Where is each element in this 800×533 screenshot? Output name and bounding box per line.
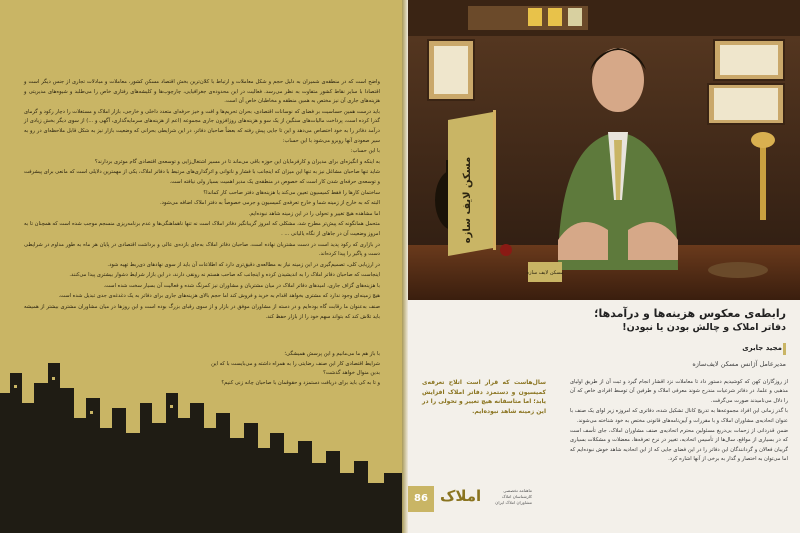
article-title-block <box>426 306 786 335</box>
left-paragraph: با هزینه‌های گزاف جاری، امیدهای دفاتر املاک در میان مشتریان و مشاوران نیز کمرنگ شده و فعالیت آن بسیار سخت شده است. <box>103 282 380 289</box>
article-subtitle: دفاتر املاک و چالش بودن یا نبودن! <box>622 322 786 333</box>
tagline-line: کارشناسان املاک <box>501 494 532 499</box>
author-name: مجید جابری <box>742 344 782 352</box>
magazine-tagline <box>472 488 532 506</box>
left-paragraph: هیچ زمینه‌ای وجود ندارد که مشتری بخواهد اقدام به خرید و فروش کند اما حجم بالای هزینه‌های جاری برای دفاتر به یک دغدغه‌ی جدی تبدیل شده است. <box>58 293 380 300</box>
left-paragraph: اینجاست که صاحبان دفاتر املاک را به اندیشیدن کرده و اینجانب که صاحب هستم نه رونقی دارند، در این بازار شرایط دشوار بیشتری پیدا می‌کنند. <box>69 272 380 279</box>
left-paragraph: شاید تنها صاحبان مشاغل نیز به تنها این میزان که اینجانب با فشار و ناتوانی و اثرگذاری‌های مرتبط با دفاتر املاک، یکی از مهمترین دلایلی است که مانعی برای پیشرفت و توسعه‌ی حرفه‌ای شدن کار است که خصوص در منطقه‌ی یک مدیر اهمیت بسیار ولی نیافته است. <box>24 169 380 185</box>
right-article-body <box>570 378 788 466</box>
tagline-line: ماهنامه تخصصی <box>503 488 532 493</box>
right-paragraph: با گذر زمانی این افراد مجموعه‌ها به تدریج کانال تشکیل شده، دفاتری که امروزه زیر لوای یک صنف با عنوان اتحادیه‌ی مشاوران املاک و با مقررات و آیین‌نامه‌های قانونی مختص به خود شناخته می‌شوند. <box>570 408 788 424</box>
right-paragraph: از روزگاران کهن که کوشیدیم دستور داد تا معاملات نزد اقشار انجام گیرد و ثبت آن از طریق اولیای مذهبی و علما، در دفاتر شرعیات مندرج شوند معرفی املاک و طرفین آن توسط افرادی خاص که آن را ذلال می‌نامیدند صورت می‌گرفت. <box>570 379 788 404</box>
right-paragraph: ضمن قدردانی از زحمات بی‌دریغ مسئولین محترم اتحادیه‌ی صنف مشاوران املاک، جای تأسف است که در بسیاری از مواقع، سال‌ها از تأسیس اتحادیه، تغییر در نرخ تعرفه‌ها، معضلات و مشکلات بسیاری گریبان فعالان و گردانندگان این دفاتر را در این فضای جایی که از این اتحادیه شاهد خوش نبوده‌ایم که اما می‌توان به اختصار و گذار به برخی از آنها اشاره کرد. <box>570 428 788 463</box>
question-line: و تا به کی باید برای دریافت دستمزد و حقوقمان با صاحبان چانه زنی کنیم؟ <box>221 379 380 386</box>
pull-quote: سال‌هاست که قرار است اتلاح تعرفه‌ی کمیسیون و دستمزد دفاتر املاک افزایش یابد؛ اما متاسفانه هیچ تغییر و تحولی را در این زمینه شاهد نبوده‌ایم. <box>422 379 546 415</box>
left-paragraph: اما مشاهده هیچ تغییر و تحولی را در این زمینه شاهد نبوده‌ایم. <box>248 210 380 217</box>
left-article-body <box>24 78 380 323</box>
left-paragraph: در ارزیابی کلی، تصمیم‌گیری در این زمینه نیاز به مطالعه‌ی دقیق‌تری دارد که اطلاعات آن باید از سوی نهادهای ذی‌ربط تهیه شود. <box>107 261 380 268</box>
page-footer <box>408 486 536 512</box>
right-page <box>408 0 800 533</box>
desk-banner-text: مسکن لایف سازه <box>526 270 564 276</box>
left-paragraph: صنف به‌عنوان ما رقابت گاه بوده‌ایم و در دسته از مشاوران موفق در بازار و از سوی رقبای بزرگ بوده است و این روزها در میان مشاوران مشتری بیشتر از همیشه باید تلاش کند که بتواند سهم خود را از بازار حفظ کند. <box>24 304 380 320</box>
left-paragraph: در بازاری که رکود پدید است در دست مشتریان نهاده است، صاحبان دفاتر املاک به‌جای بازده‌ی عالی و برداشت اقتصادی در پایان هر ماه به طور مداوم در شرایطی دست و پاگیر را پیدا کرده‌اند. <box>24 241 380 258</box>
left-paragraph: با این حساب: <box>350 148 380 155</box>
page-number: 86 <box>408 486 434 512</box>
city-skyline-illustration <box>0 333 402 533</box>
left-paragraph: به اینکه و انگیزه‌ای برای مدیران و کارفرمایان این حوزه باقی می‌ماند تا در مسیر اشتغال‌زایی و توسعه‌ی اقتصادی گام موثری بردارند؟ <box>94 158 380 165</box>
question-line: شرایط اقتصادی کار این صنف رضایتی را به همراه داشته و می‌بایست با که این بدین منوال خواهد گذشت؟ <box>211 360 380 377</box>
left-paragraph: متحمل همانگونه که پیش‌تر مطرح شد، مشکلی که امروز گریبانگیر دفاتر املاک است نه تنها ناهماهنگی‌ها و عدم برنامه‌ریزی منسجم موجب شده است که همچنان تا به امروز وضعیت آن در جاهای از نگاه یالیانی ... . <box>24 221 380 237</box>
portrait-photo <box>408 0 800 300</box>
magazine-logo: املاک <box>440 487 482 505</box>
question-line: با باز هم ما می‌مانیم و این پرسش همیشگی؛ <box>284 351 380 357</box>
author-role: مدیرعامل آژانس مسکن لایف‌سازه <box>692 360 786 368</box>
article-title: رابطه‌ی معکوس هزینه‌ها و درآمدها؛ <box>594 307 786 320</box>
left-paragraph: ساختمان کارها را فقط کمیسیون تعیین می‌کند یا هزینه‌های دفتر صاحب کار کماندا؟ <box>203 189 380 196</box>
tagline-line: مشاوران املاک ایران <box>495 500 532 505</box>
left-paragraph: باید درست همین حساسیت بر فضای که نوسانات اقتصادی، بحران تحریم‌ها و افت و خیز حرفه‌ای متعدد داخلی و خارجی، بازار املاک و مستغلات را دچار رکود و گرمای گذرا کرده است، پرداخت مالیات‌های سنگین از یک سو و هزینه‌های روزافزون جاری مجموعه (اعم از هزینه‌های سرمایه‌گذاری، آگهی و ...) از سوی دیگر بخش زیادی از درآمد دفاتر را به خود اختصاص می‌دهد و این تا جایی پیش رفته که بعضاً صاحبان دفاتر، در این شرایطی بحرانی که وضعیت بازار نیز به شکل قابل ملاحظه‌ای در رو به سیر صعودی آنها روبرو می‌شود با این حساب: <box>24 108 380 144</box>
flag-logo-text: مسکن لایف سازه <box>462 156 473 244</box>
left-paragraph: البته که به خارج از زمینه شما و خارج تعرفه‌ی کمیسیون و جرمی خصوصاً به دفتر املاک اضافه می‌شود. <box>159 200 380 207</box>
left-paragraph: واضح است که در منطقه‌ی شمیران به دلیل حجم و شکل معاملات و ارتباط با کلان‌ترین بخش اقتصاد مسکن کشور، معاملات و مبادلات تجاری از جنس دیگر است و اقتصادا با سایر نقاط کشور متفاوت به نظر می‌رسد. فعالیت در این محدوده‌ی جغرافیایی، چارچوب‌ها و کلیشه‌های رفتاری خاص را می‌طلبد و شیوه‌های مدیریتی و هزینه‌های جاری آن نیز مختص به همین منطقه و مخاطبان خاص آن است. <box>24 79 380 105</box>
